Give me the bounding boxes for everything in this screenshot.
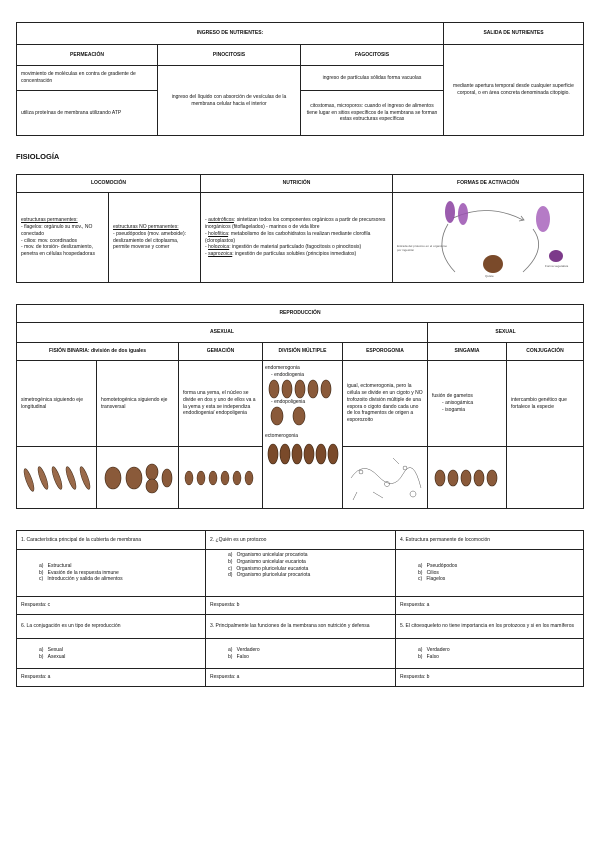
quiz-table xyxy=(16,530,584,687)
symmetrogenic-figure xyxy=(17,448,95,508)
budding-header: GEMACIÓN xyxy=(179,343,263,361)
budding-figure xyxy=(179,448,261,508)
permanent-title: estructuras permanentes: xyxy=(21,217,78,224)
answer-1: Respuesta: c xyxy=(17,597,206,615)
option: a) Pseudópodos xyxy=(418,562,458,569)
sporogony-header: ESPOROGONIA xyxy=(343,343,428,361)
pinocytosis-header: PINOCITOSIS xyxy=(158,45,301,66)
nutrient-intake-table xyxy=(16,22,584,136)
question-5: 5. El citoesqueleto no tiene importancia en los protozoos y si en los mamíferos xyxy=(396,615,584,639)
homothetogenic-figure-cell xyxy=(97,447,179,509)
ectomerogony-label: ectomerogonia xyxy=(265,433,299,440)
question-6-options xyxy=(17,639,206,669)
list-item: - endopoligenia xyxy=(271,399,340,406)
activation-header: FORMAS DE ACTIVACIÓN xyxy=(393,175,584,193)
list-item: - holofítica: metabolismo de los carbohidratos la realizan mediante clorofila (cloroplastos) xyxy=(205,231,388,245)
question-2: 2. ¿Quién es un protozoo xyxy=(206,531,396,550)
non-permanent-title: estructuras NO permanentes: xyxy=(113,224,179,230)
conjugation-header: CONJUGACIÓN xyxy=(507,343,584,361)
syngamy-text: fusión de gametos xyxy=(432,393,473,400)
multiple-division-header: DIVISIÓN MÚLTIPLE xyxy=(263,343,343,361)
multiple-division-cell xyxy=(263,361,343,509)
sexual-header: SEXUAL xyxy=(428,323,584,343)
phagocytosis-text-2: citostomas, microporos: cuando el ingreso de alimentos tiene lugar en sitios específicos de la membrana se forman estas estructuras específicas xyxy=(301,91,444,136)
endodiogeny-figure xyxy=(265,379,341,399)
sporogony-text: igual, ectomerogonia, pero la célula se divide en un cigoto y NO trofozoito división múltiple de una espora o cigoto dando cada uno de los fragmentos de origen a esporozoito xyxy=(343,361,428,447)
syngamy-figure xyxy=(428,448,505,508)
physiology-title: FISIOLOGÍA xyxy=(16,152,60,161)
list-item: - anisogámica xyxy=(442,400,502,407)
life-cycle-figure xyxy=(393,194,582,282)
option: a) Sexual xyxy=(39,646,63,653)
option: a) Estructural xyxy=(39,562,72,569)
binary-fission-header: FISIÓN BINARIA: división de dos iguales xyxy=(17,343,179,361)
option: b) Asexual xyxy=(39,653,66,660)
question-1-options xyxy=(17,550,206,597)
option: a) Organismo unicelular procariota xyxy=(228,552,308,558)
option: c) Organismo pluricelular eucariota xyxy=(228,565,309,572)
list-item: - isogamia xyxy=(442,407,502,414)
question-4: 4. Estructura permanente de locomoción xyxy=(396,531,584,550)
non-permanent-structures xyxy=(109,193,201,283)
diagram-label-cyst: Quiste xyxy=(485,273,494,278)
list-item: - cilios: mov. coordinados xyxy=(21,238,104,245)
activation-diagram-cell xyxy=(393,193,584,283)
output-title: SALIDA DE NUTRIENTES xyxy=(444,23,584,45)
ectomerogony-figure xyxy=(265,440,341,468)
budding-figure-cell xyxy=(179,447,263,509)
asexual-header: ASEXUAL xyxy=(17,323,428,343)
option: b) Cilios xyxy=(418,569,439,576)
nutrition-header: NUTRICIÓN xyxy=(201,175,393,193)
question-6: 6. La conjugación es un tipo de reproducción xyxy=(17,615,206,639)
answer-5: Respuesta: b xyxy=(396,669,584,687)
list-item: - pseudópodos (mov. ameboide): deslizamiento del citoplasma, permite moverse y comer xyxy=(113,231,196,251)
syngamy-figure-cell xyxy=(428,447,507,509)
permanent-structures xyxy=(17,193,109,283)
option: c) Flagelos xyxy=(418,576,446,583)
permeation-text-1: movimiento de moléculas en contra de gradiente de concentración xyxy=(17,66,158,91)
permeation-text-2: utiliza proteínas de membrana utilizando ATP xyxy=(17,91,158,136)
question-2-options xyxy=(206,550,396,597)
option: a) Verdadero xyxy=(418,646,450,653)
homothetogenic-text: homotetogénica siguiendo eje transversal xyxy=(97,361,179,447)
budding-text: forma una yema, el núcleo se divide en dos y uno de ellos va a la yema y esta se independiza endodiogenia/ endopoligenia xyxy=(179,361,263,447)
option: b) Evasión de la respuesta inmune xyxy=(39,569,119,576)
diagram-label-entry: Entrada del protozoo en el organismo por ingestión xyxy=(397,243,448,252)
phagocytosis-header: FAGOCITOSIS xyxy=(301,45,444,66)
question-4-options xyxy=(396,550,584,597)
option: d) Organismo pluricelular procariota xyxy=(228,572,311,579)
permeation-header: PERMEACIÓN xyxy=(17,45,158,66)
endopolygeny-figure xyxy=(265,405,341,427)
output-text: mediante apertura temporal desde cualquier superficie corporal, o en área concreta denominada citopigio. xyxy=(444,45,584,136)
nutrition-cell xyxy=(201,193,393,283)
question-1: 1. Característica principal de la cubierta de membrana xyxy=(17,531,206,550)
sporogony-figure-cell xyxy=(343,447,428,509)
symmetrogenic-figure-cell xyxy=(17,447,97,509)
activation-diagram xyxy=(393,194,582,282)
diagram-label-vegetative: Forma vegetativa xyxy=(545,263,569,268)
list-item: - holozoica: ingestión de material particulado (fagocitosis o pinocitosis) xyxy=(205,244,388,251)
answer-3: Respuesta: a xyxy=(206,669,396,687)
option: c) Introducción y salida de alimentos xyxy=(39,576,123,583)
list-item: - mov. de torsión- deslizamiento, penetra en células hospedadoras xyxy=(21,244,104,258)
option: b) Falso xyxy=(228,653,249,660)
option: a) Verdadero xyxy=(228,646,260,653)
sporogony-figure xyxy=(343,448,426,508)
syngamy-cell xyxy=(428,361,507,447)
answer-2: Respuesta: b xyxy=(206,597,396,615)
syngamy-header: SINGAMIA xyxy=(428,343,507,361)
question-3-options xyxy=(206,639,396,669)
question-3: 3. Principalmente las funciones de la membrana son nutrición y defensa xyxy=(206,615,396,639)
locomotion-header: LOCOMOCIÓN xyxy=(17,175,201,193)
physiology-table xyxy=(16,174,584,283)
reproduction-table xyxy=(16,304,584,509)
homothetogenic-figure xyxy=(97,448,177,508)
endomerogony-label: endomerogonia xyxy=(265,365,300,371)
conjugation-figure-cell xyxy=(507,447,584,509)
option: b) Organismo unicelular eucariota xyxy=(228,558,306,565)
conjugation-text: intercambio genético que fortalece la especie xyxy=(507,361,584,447)
pinocytosis-text: ingreso del líquido con absorción de vesículas de la membrana celular hacia el interior xyxy=(158,66,301,136)
phagocytosis-text-1: ingreso de partículas sólidas forma vacuolas xyxy=(301,66,444,91)
option: b) Falso xyxy=(418,653,439,660)
list-item: - saprozoica: ingestión de partículas solubles (principios inmediatos) xyxy=(205,251,388,258)
list-item: - endodiogenia xyxy=(271,372,340,379)
reproduction-header: REPRODUCCIÓN xyxy=(17,305,584,323)
intake-title: INGRESO DE NUTRIENTES: xyxy=(17,23,444,45)
answer-6: Respuesta: a xyxy=(17,669,206,687)
answer-4: Respuesta: a xyxy=(396,597,584,615)
list-item: - flagelos: orgánulo su mov., NO conectado xyxy=(21,224,104,238)
list-item: - autotróficos: sintetizan todos los componentes orgánicos a partir de precursores inorgánicos (fitoflagelados) - marinos o de vida libre xyxy=(205,217,388,231)
question-5-options xyxy=(396,639,584,669)
symmetrogenic-text: simetrogénica siguiendo eje longitudinal xyxy=(17,361,97,447)
